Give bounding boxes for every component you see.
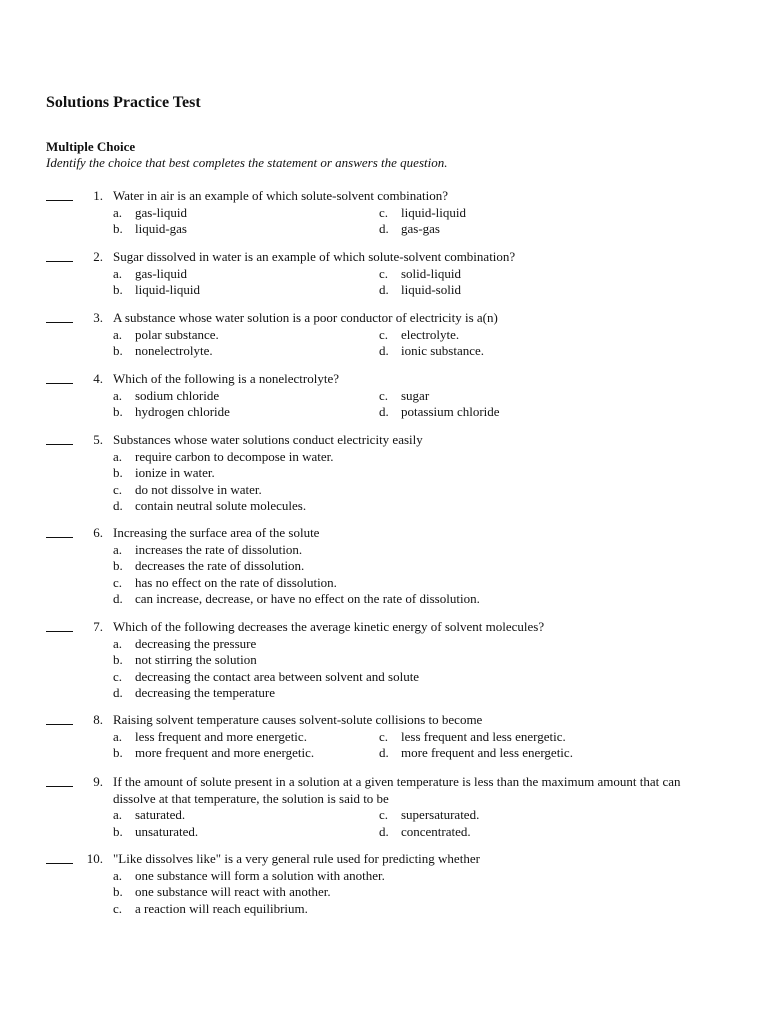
question-text: Which of the following is a nonelectrolyte? [113, 371, 339, 386]
choice-text: concentrated. [401, 823, 471, 839]
choice-text: sugar [401, 387, 430, 403]
choice-option [113, 482, 262, 499]
choice-text: decreasing the pressure [135, 635, 257, 651]
choice-letter: d. [113, 498, 123, 513]
choice-option [113, 449, 334, 466]
choice-text: solid-liquid [401, 265, 461, 281]
question-number: 5. [93, 432, 103, 447]
choice-letter: b. [113, 745, 123, 760]
choice-option [113, 388, 219, 405]
choice-letter: a. [113, 448, 123, 464]
choice-letter: c. [113, 574, 123, 590]
choice-text: nonelectrolyte. [135, 343, 213, 358]
question-text: Raising solvent temperature causes solvent-solute collisions to become [113, 712, 483, 727]
answer-blank[interactable] [46, 310, 73, 323]
choice-text: supersaturated. [401, 807, 480, 822]
choice-option [113, 266, 187, 283]
question-number: 6. [93, 525, 103, 540]
question-text: "Like dissolves like" is a very general rule used for predicting whether [113, 851, 480, 866]
choice-letter: b. [113, 221, 123, 236]
choice-letter: a. [113, 728, 123, 744]
choice-option [113, 498, 306, 515]
choice-letter: c. [379, 387, 389, 403]
choice-option [113, 327, 219, 344]
choice-text: a reaction will reach equilibrium. [135, 900, 308, 916]
choice-option [113, 404, 230, 421]
question-text: If the amount of solute present in a solution at a given temperature is less than the maximum amount that can dissolve at that temperature, the solution is said to be [113, 774, 681, 806]
choice-letter: b. [113, 652, 123, 667]
choice-option [113, 745, 314, 762]
choice-option [379, 205, 466, 222]
question-text: Sugar dissolved in water is an example of which solute-solvent combination? [113, 249, 516, 264]
question-text: Substances whose water solutions conduct electricity easily [113, 432, 423, 447]
choice-text: liquid-liquid [401, 204, 466, 220]
choice-letter: a. [113, 635, 123, 651]
choice-text: potassium chloride [401, 404, 500, 419]
choice-option [113, 901, 308, 918]
choice-text: do not dissolve in water. [135, 481, 262, 497]
question-number: 8. [93, 712, 103, 727]
answer-blank[interactable] [46, 774, 73, 787]
choice-letter: a. [113, 867, 123, 883]
choice-letter: c. [113, 668, 123, 684]
question-text: Water in air is an example of which solute-solvent combination? [113, 188, 449, 203]
choice-text: liquid-gas [135, 221, 187, 236]
choice-text: contain neutral solute molecules. [135, 498, 307, 513]
choice-letter: d. [379, 282, 389, 297]
question-number: 7. [93, 619, 103, 634]
choice-option [113, 824, 198, 841]
choice-letter: b. [113, 558, 123, 573]
choice-letter: a. [113, 807, 123, 822]
choice-text: one substance will form a solution with another. [135, 867, 385, 883]
choice-option [113, 558, 304, 575]
choice-option [379, 282, 461, 299]
choice-letter: a. [113, 541, 123, 557]
choice-text: ionic substance. [401, 343, 485, 358]
choice-letter: c. [379, 326, 389, 342]
section-heading: Multiple Choice [46, 139, 136, 154]
choice-option [113, 575, 337, 592]
choice-letter: d. [113, 591, 123, 606]
answer-blank[interactable] [46, 851, 73, 864]
choice-letter: b. [113, 465, 123, 480]
choice-option [379, 221, 440, 238]
choice-text: one substance will react with another. [135, 884, 331, 899]
choice-text: not stirring the solution [135, 652, 257, 667]
choice-option [379, 745, 573, 762]
answer-blank[interactable] [46, 371, 73, 384]
choice-option [379, 343, 484, 360]
choice-option [113, 729, 307, 746]
choice-letter: a. [113, 326, 123, 342]
question-number: 1. [93, 188, 103, 203]
question-number: 2. [93, 249, 103, 264]
question-number: 3. [93, 310, 103, 325]
choice-option [379, 327, 459, 344]
choice-text: gas-liquid [135, 265, 187, 281]
question-text: Which of the following decreases the average kinetic energy of solvent molecules? [113, 619, 545, 634]
choice-text: increases the rate of dissolution. [135, 541, 303, 557]
choice-option [379, 404, 500, 421]
choice-text: has no effect on the rate of dissolution. [135, 574, 337, 590]
choice-letter: b. [113, 884, 123, 899]
choice-letter: c. [379, 728, 389, 744]
choice-text: liquid-liquid [135, 282, 200, 297]
choice-letter: a. [113, 387, 123, 403]
answer-blank[interactable] [46, 432, 73, 445]
choice-option [113, 282, 200, 299]
choice-text: less frequent and less energetic. [401, 728, 566, 744]
question-number: 10. [86, 851, 103, 866]
choice-option [113, 343, 213, 360]
choice-letter: d. [379, 343, 389, 358]
answer-blank[interactable] [46, 619, 73, 632]
choice-text: gas-liquid [135, 204, 187, 220]
choice-text: less frequent and more energetic. [135, 728, 307, 744]
question-text: Increasing the surface area of the solute [113, 525, 320, 540]
choice-option [113, 636, 256, 653]
choice-text: unsaturated. [135, 823, 199, 839]
choice-text: can increase, decrease, or have no effect on the rate of dissolution. [135, 591, 480, 606]
instructions: Identify the choice that best completes the statement or answers the question. [46, 155, 448, 170]
choice-text: require carbon to decompose in water. [135, 448, 334, 464]
choice-option [113, 205, 187, 222]
choice-text: sodium chloride [135, 387, 220, 403]
choice-letter: b. [113, 404, 123, 419]
choice-text: more frequent and less energetic. [401, 745, 573, 760]
choice-option [113, 652, 257, 669]
question-number: 4. [93, 371, 103, 386]
choice-option [113, 542, 302, 559]
choice-option [379, 729, 566, 746]
choice-text: ionize in water. [135, 465, 215, 480]
choice-letter: a. [113, 265, 123, 281]
page-title: Solutions Practice Test [46, 94, 201, 111]
choice-text: decreasing the contact area between solvent and solute [135, 668, 420, 684]
choice-text: decreases the rate of dissolution. [135, 558, 305, 573]
choice-text: decreasing the temperature [135, 685, 276, 700]
choice-letter: a. [113, 204, 123, 220]
choice-option [113, 685, 275, 702]
choice-option [113, 465, 215, 482]
choice-text: saturated. [135, 807, 186, 822]
choice-letter: d. [113, 685, 123, 700]
answer-blank[interactable] [46, 525, 73, 538]
choice-text: liquid-solid [401, 282, 461, 297]
question-text: A substance whose water solution is a poor conductor of electricity is a(n) [113, 310, 498, 325]
choice-option [113, 884, 331, 901]
choice-letter: d. [379, 404, 389, 419]
choice-letter: b. [113, 343, 123, 358]
choice-letter: c. [113, 481, 123, 497]
answer-blank[interactable] [46, 712, 73, 725]
choice-option [113, 807, 185, 824]
answer-blank[interactable] [46, 188, 73, 201]
choice-letter: c. [379, 265, 389, 281]
question-number: 9. [93, 774, 103, 789]
choice-text: polar substance. [135, 326, 219, 342]
choice-letter: b. [113, 823, 123, 839]
choice-option [379, 388, 429, 405]
choice-text: hydrogen chloride [135, 404, 230, 419]
choice-option [379, 266, 461, 283]
choice-text: electrolyte. [401, 326, 460, 342]
choice-letter: d. [379, 823, 389, 839]
choice-text: more frequent and more energetic. [135, 745, 315, 760]
choice-letter: c. [379, 204, 389, 220]
choice-letter: d. [379, 745, 389, 760]
choice-letter: b. [113, 282, 123, 297]
choice-option [379, 824, 471, 841]
choice-option [113, 868, 385, 885]
choice-text: gas-gas [401, 221, 440, 236]
choice-letter: d. [379, 221, 389, 236]
choice-letter: c. [113, 900, 123, 916]
choice-option [379, 807, 479, 824]
choice-option [113, 221, 187, 238]
choice-letter: c. [379, 807, 389, 822]
choice-option [113, 669, 419, 686]
answer-blank[interactable] [46, 249, 73, 262]
choice-option [113, 591, 480, 608]
